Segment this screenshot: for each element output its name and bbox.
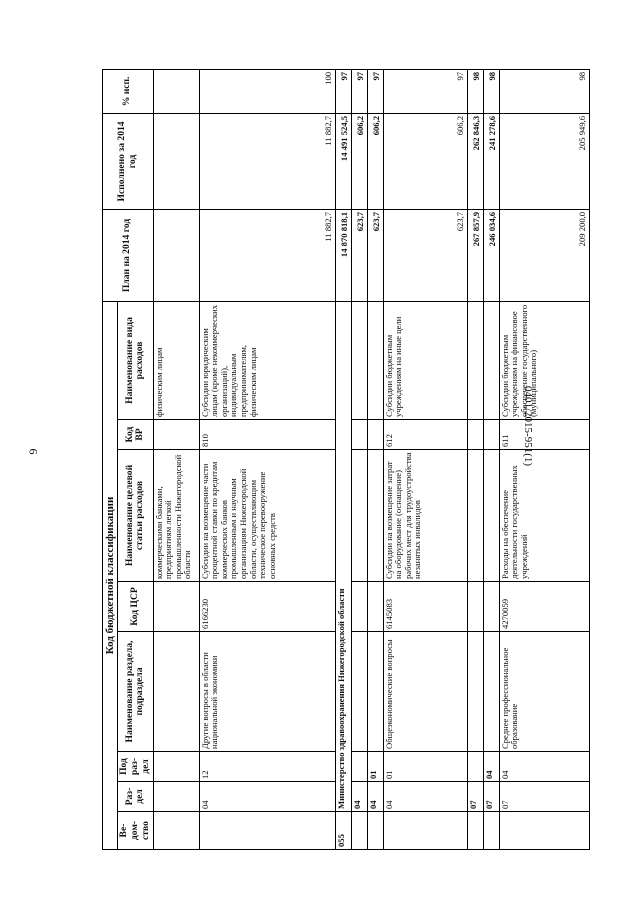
cell-csr <box>153 582 199 632</box>
header-fact: Исполнено за 2014 год <box>103 113 154 209</box>
table-row <box>351 69 367 849</box>
cell-csr <box>467 582 483 632</box>
cell-plan: 209 200,0 <box>499 209 589 301</box>
cell-vr-name: Субсидии бюджетным учреждениям на иные цели <box>383 301 467 419</box>
cell-plan: 623,7 <box>383 209 467 301</box>
cell-csr <box>367 582 383 632</box>
cell-razdel-name: Другие вопросы в области национальной экономики <box>199 632 335 752</box>
cell-fact: 11 882,7 <box>199 113 335 209</box>
cell-csr-name: коммерческими банками, предприятиям легкой промышленности Нижегородской области <box>153 450 199 582</box>
cell-fact: 205 949,6 <box>499 113 589 209</box>
footer-document-code: 0401/2015-951(1) <box>522 385 535 467</box>
header-vr: Код ВР <box>118 420 153 450</box>
cell-vr <box>153 420 199 450</box>
cell-vedomstvo <box>367 812 383 850</box>
cell-podrazdel: 12 <box>199 752 335 782</box>
cell-percent: 100 <box>199 69 335 113</box>
cell-vr-name <box>351 301 367 419</box>
cell-razdel-name <box>467 632 483 752</box>
cell-csr-name <box>351 450 367 582</box>
header-podrazdel: Под раз-дел <box>118 752 153 782</box>
cell-vr <box>483 420 499 450</box>
cell-fact: 14 491 524,5 <box>335 113 351 209</box>
cell-vedomstvo <box>199 812 335 850</box>
cell-vedomstvo: 055 <box>335 812 351 850</box>
cell-razdel-name <box>153 632 199 752</box>
cell-vedomstvo <box>483 812 499 850</box>
cell-fact: 241 278,6 <box>483 113 499 209</box>
rotated-budget-table-container <box>102 70 602 850</box>
cell-razdel: 07 <box>467 782 483 812</box>
cell-csr <box>351 582 367 632</box>
cell-vr-name <box>467 301 483 419</box>
cell-fact <box>153 113 199 209</box>
cell-csr-name <box>367 450 383 582</box>
cell-vr-name <box>483 301 499 419</box>
header-razdel-name: Наименование раздела, подраздела <box>118 632 153 752</box>
cell-razdel: 07 <box>483 782 499 812</box>
cell-fact: 262 846,3 <box>467 113 483 209</box>
cell-razdel: 07 <box>499 782 589 812</box>
cell-razdel-name <box>483 632 499 752</box>
cell-vedomstvo <box>351 812 367 850</box>
cell-percent: 97 <box>383 69 467 113</box>
cell-razdel: 04 <box>367 782 383 812</box>
table-row <box>483 69 499 849</box>
cell-csr-name: Субсидии на возмещение затрат на оборудование (оснащение) рабочих мест для трудоустройства незанятых инвалидов <box>383 450 467 582</box>
cell-percent: 98 <box>467 69 483 113</box>
cell-vr: 611 <box>499 420 589 450</box>
cell-vedomstvo <box>467 812 483 850</box>
header-group-title: Код бюджетной классификации <box>103 301 118 849</box>
cell-podrazdel: 04 <box>499 752 589 782</box>
cell-podrazdel: 04 <box>483 752 499 782</box>
header-group-row <box>103 69 118 849</box>
cell-ministry-name: Министерство здравоохранения Нижегородской области <box>335 301 351 811</box>
cell-podrazdel: 01 <box>367 752 383 782</box>
cell-razdel-name <box>351 632 367 752</box>
cell-vr-name: Субсидии бюджетным учреждениям на финансовое обеспечение государственного (муниципального) <box>499 301 589 419</box>
header-percent: % исп. <box>103 69 154 113</box>
cell-csr-name: Расходы на обеспечение деятельности государственных учреждений <box>499 450 589 582</box>
cell-razdel: 04 <box>199 782 335 812</box>
cell-vr-name: физическим лицам <box>153 301 199 419</box>
cell-plan <box>153 209 199 301</box>
cell-razdel: 04 <box>383 782 467 812</box>
table-row <box>367 69 383 849</box>
cell-csr: 4270059 <box>499 582 589 632</box>
header-csr: Код ЦСР <box>118 582 153 632</box>
header-razdel: Раз-дел <box>118 782 153 812</box>
cell-percent: 97 <box>367 69 383 113</box>
cell-plan: 246 034,6 <box>483 209 499 301</box>
cell-vr <box>351 420 367 450</box>
cell-fact: 606,2 <box>367 113 383 209</box>
cell-plan: 623,7 <box>367 209 383 301</box>
cell-plan: 623,7 <box>351 209 367 301</box>
cell-percent: 98 <box>499 69 589 113</box>
page-number: 6 <box>26 448 41 455</box>
table-row <box>383 69 467 849</box>
cell-fact: 606,2 <box>383 113 467 209</box>
header-plan: План на 2014 год <box>103 209 154 301</box>
header-vr-name: Наименование вида расходов <box>118 301 153 419</box>
cell-vedomstvo <box>153 812 199 850</box>
cell-podrazdel: 01 <box>383 752 467 782</box>
cell-vr-name: Субсидии юридическим лицам (кроме некоммерческих организаций), индивидуальным предпринимателям, физическим лицам <box>199 301 335 419</box>
cell-podrazdel <box>467 752 483 782</box>
budget-execution-table <box>102 69 590 850</box>
table-row <box>467 69 483 849</box>
cell-plan: 11 882,7 <box>199 209 335 301</box>
cell-csr <box>483 582 499 632</box>
cell-razdel-name: Общеэкономические вопросы <box>383 632 467 752</box>
cell-percent <box>153 69 199 113</box>
cell-razdel: 04 <box>351 782 367 812</box>
cell-percent: 98 <box>483 69 499 113</box>
table-row <box>199 69 335 849</box>
cell-podrazdel <box>153 752 199 782</box>
cell-fact: 606,2 <box>351 113 367 209</box>
cell-vedomstvo <box>383 812 467 850</box>
header-csr-name: Наименование целевой статьи расходов <box>118 450 153 582</box>
cell-razdel <box>153 782 199 812</box>
cell-vr: 612 <box>383 420 467 450</box>
table-row <box>153 69 199 849</box>
cell-csr-name <box>483 450 499 582</box>
header-vedomstvo: Ве-дом-ство <box>118 812 153 850</box>
cell-vr <box>467 420 483 450</box>
table-row <box>499 69 589 849</box>
cell-plan: 14 870 818,1 <box>335 209 351 301</box>
cell-percent: 97 <box>351 69 367 113</box>
cell-vedomstvo <box>499 812 589 850</box>
cell-csr-name <box>467 450 483 582</box>
cell-vr-name <box>367 301 383 419</box>
cell-razdel-name <box>367 632 383 752</box>
cell-podrazdel <box>351 752 367 782</box>
cell-razdel-name: Среднее профессиональное образование <box>499 632 589 752</box>
cell-percent: 97 <box>335 69 351 113</box>
cell-vr <box>367 420 383 450</box>
table-row-ministry <box>335 69 351 849</box>
cell-csr: 6145083 <box>383 582 467 632</box>
cell-csr: 6166230 <box>199 582 335 632</box>
cell-vr: 810 <box>199 420 335 450</box>
cell-plan: 267 857,9 <box>467 209 483 301</box>
cell-csr-name: Субсидии на возмещение части процентной ставки по кредитам коммерческих банков промышленным и научным организациям Нижегородской области, осуществляющим техническое перевооружение основных средств <box>199 450 335 582</box>
